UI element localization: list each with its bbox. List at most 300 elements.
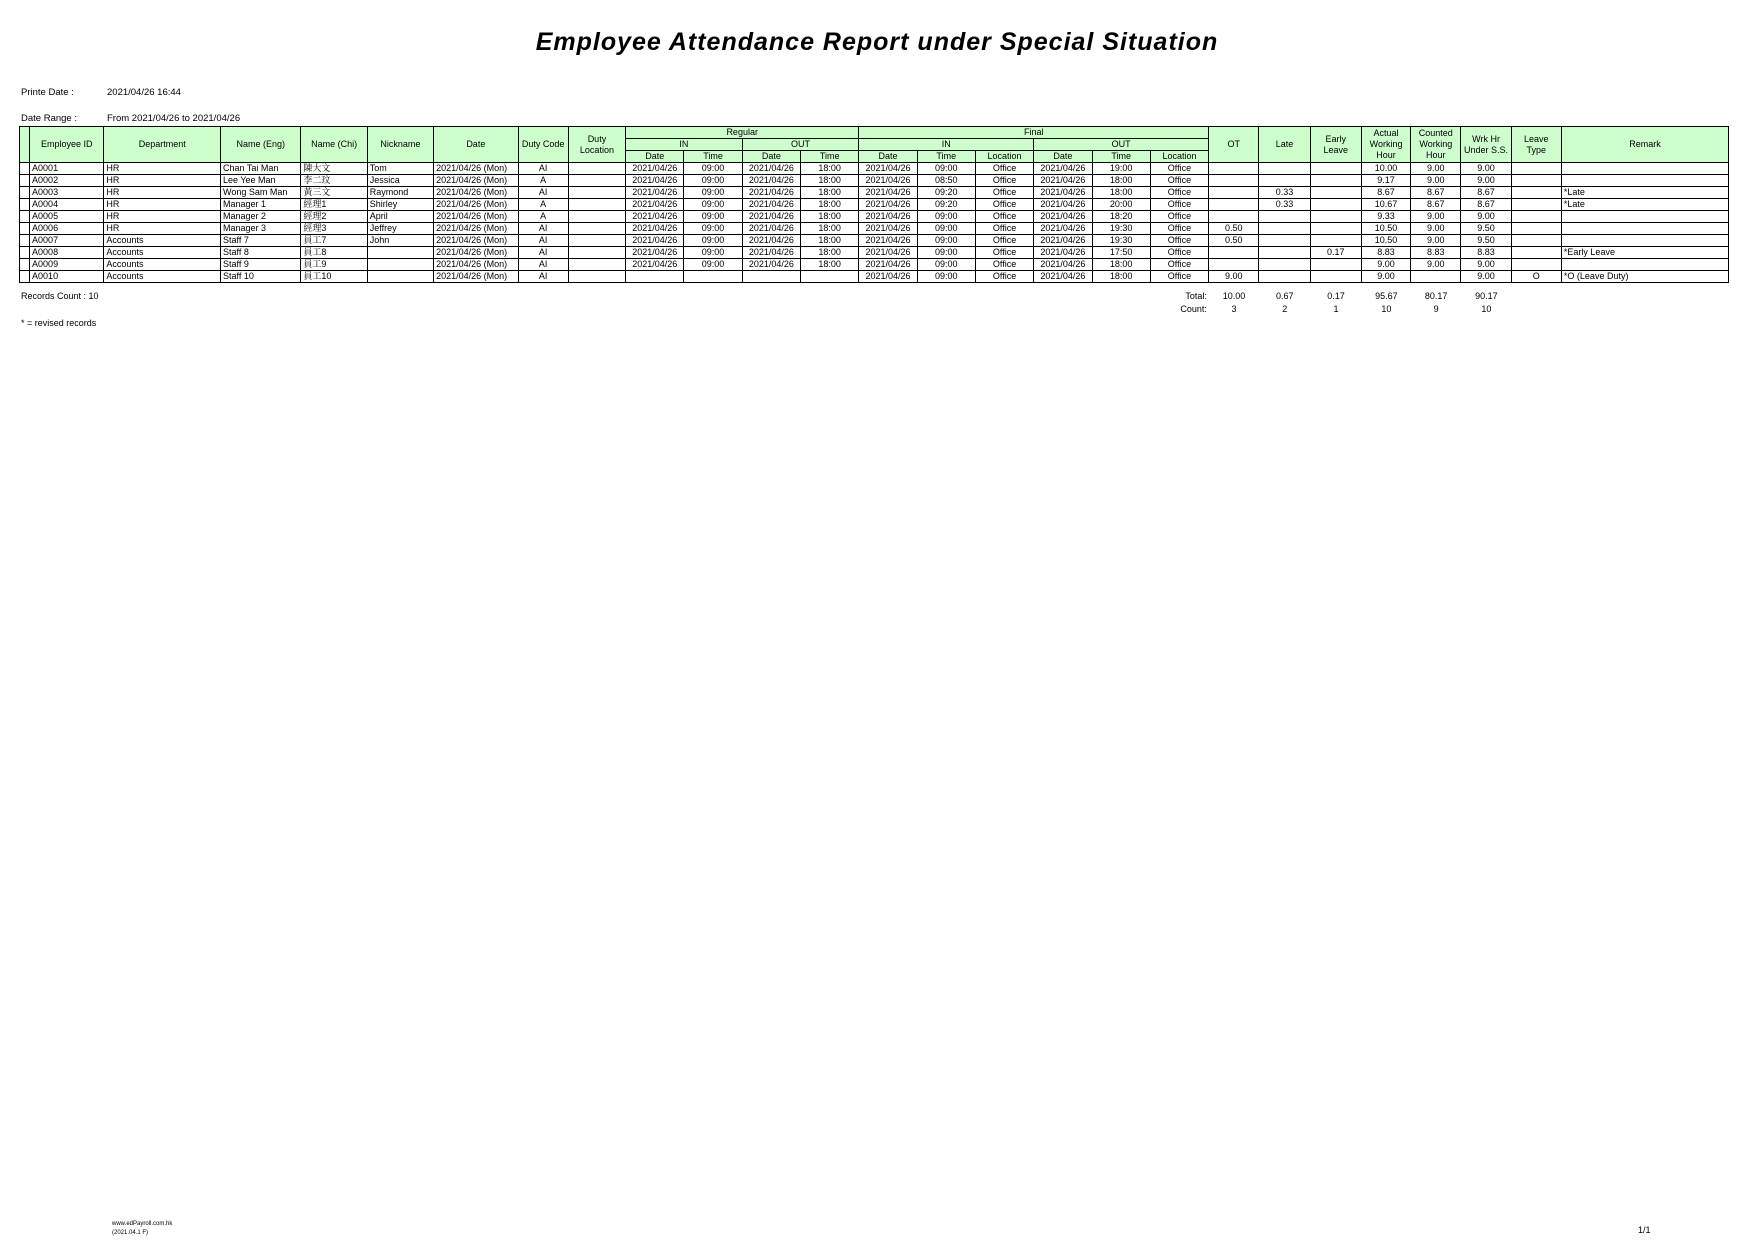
cell-rout-d: 2021/04/26 xyxy=(742,247,800,259)
cell-fin-t: 09:00 xyxy=(917,247,975,259)
cell-remark xyxy=(1561,259,1728,271)
attendance-table xyxy=(19,126,1729,283)
total-wrk-hr: 90.17 xyxy=(1475,291,1498,301)
row-gutter xyxy=(20,259,30,271)
cell-leave xyxy=(1511,235,1561,247)
cell-fin-d: 2021/04/26 xyxy=(859,235,917,247)
cell-remark: *O (Leave Duty) xyxy=(1561,271,1728,283)
cell-ot xyxy=(1209,247,1259,259)
cell-dept: Accounts xyxy=(104,235,221,247)
cell-rout-t: 18:00 xyxy=(800,247,858,259)
cell-dloc xyxy=(568,235,625,247)
cell-counted: 8.83 xyxy=(1411,247,1461,259)
cell-id: A0001 xyxy=(30,163,104,175)
row-gutter xyxy=(20,211,30,223)
cell-rin-t: 09:00 xyxy=(684,211,742,223)
header-duty-location: Duty Location xyxy=(568,127,625,163)
cell-rout-d xyxy=(742,271,800,283)
cell-late xyxy=(1259,247,1310,259)
cell-rin-d: 2021/04/26 xyxy=(626,235,684,247)
header-final-in-location: Location xyxy=(975,151,1033,163)
cell-fout-d: 2021/04/26 xyxy=(1034,259,1092,271)
cell-wrk: 9.00 xyxy=(1461,259,1511,271)
revised-records-note: * = revised records xyxy=(21,318,97,328)
cell-ot: 9.00 xyxy=(1209,271,1259,283)
cell-fout-d: 2021/04/26 xyxy=(1034,235,1092,247)
cell-remark xyxy=(1561,235,1728,247)
table-row xyxy=(20,199,1729,211)
cell-nick xyxy=(367,259,433,271)
header-department: Department xyxy=(104,127,221,163)
cell-counted: 9.00 xyxy=(1411,211,1461,223)
cell-id: A0010 xyxy=(30,271,104,283)
cell-fin-d: 2021/04/26 xyxy=(859,223,917,235)
cell-ot xyxy=(1209,199,1259,211)
cell-rout-t xyxy=(800,271,858,283)
cell-chi: 經理3 xyxy=(301,223,367,235)
count-label: Count: xyxy=(1180,304,1207,314)
header-late: Late xyxy=(1259,127,1310,163)
row-gutter xyxy=(20,235,30,247)
cell-rin-d: 2021/04/26 xyxy=(626,247,684,259)
total-ot: 10.00 xyxy=(1222,291,1246,301)
cell-counted xyxy=(1411,271,1461,283)
cell-actual: 8.67 xyxy=(1361,187,1410,199)
cell-code: A xyxy=(518,199,568,211)
print-date xyxy=(21,87,181,98)
header-final-in: IN xyxy=(859,139,1034,151)
cell-dept: HR xyxy=(104,163,221,175)
cell-leave xyxy=(1511,247,1561,259)
cell-fout-l: Office xyxy=(1150,247,1208,259)
cell-fin-l: Office xyxy=(975,247,1033,259)
cell-code: A xyxy=(518,175,568,187)
cell-fout-d: 2021/04/26 xyxy=(1034,211,1092,223)
cell-rout-t: 18:00 xyxy=(800,199,858,211)
print-date-value: 2021/04/26 16:44 xyxy=(107,87,181,98)
table-row xyxy=(20,271,1729,283)
header-final-out-time: Time xyxy=(1092,151,1150,163)
cell-nick xyxy=(367,271,433,283)
cell-early xyxy=(1310,223,1361,235)
cell-chi: 經理2 xyxy=(301,211,367,223)
cell-nick: Shirley xyxy=(367,199,433,211)
table-row xyxy=(20,223,1729,235)
cell-id: A0008 xyxy=(30,247,104,259)
cell-fout-d: 2021/04/26 xyxy=(1034,175,1092,187)
cell-rin-t: 09:00 xyxy=(684,259,742,271)
cell-id: A0005 xyxy=(30,211,104,223)
header-final-in-time: Time xyxy=(917,151,975,163)
cell-ot: 0.50 xyxy=(1209,235,1259,247)
cell-dloc xyxy=(568,199,625,211)
cell-early xyxy=(1310,187,1361,199)
summary-table xyxy=(19,290,1729,316)
cell-eng: Manager 1 xyxy=(221,199,301,211)
count-late: 2 xyxy=(1282,304,1288,314)
cell-rout-d: 2021/04/26 xyxy=(742,211,800,223)
cell-fin-d: 2021/04/26 xyxy=(859,187,917,199)
cell-rin-d: 2021/04/26 xyxy=(626,187,684,199)
header-final-out-location: Location xyxy=(1150,151,1208,163)
cell-fin-t: 08:50 xyxy=(917,175,975,187)
cell-eng: Staff 10 xyxy=(221,271,301,283)
header-final-out: OUT xyxy=(1034,139,1209,151)
cell-nick: Jessica xyxy=(367,175,433,187)
cell-fin-l: Office xyxy=(975,175,1033,187)
cell-early xyxy=(1310,175,1361,187)
cell-rin-d: 2021/04/26 xyxy=(626,211,684,223)
cell-leave xyxy=(1511,223,1561,235)
cell-dloc xyxy=(568,247,625,259)
cell-fout-l: Office xyxy=(1150,199,1208,211)
header-regular-in-date: Date xyxy=(626,151,684,163)
row-gutter xyxy=(20,271,30,283)
footer-site: www.edPayroll.com.hk xyxy=(112,1221,173,1227)
cell-early xyxy=(1310,199,1361,211)
cell-leave xyxy=(1511,187,1561,199)
cell-dloc xyxy=(568,175,625,187)
cell-nick: Jeffrey xyxy=(367,223,433,235)
cell-fin-t: 09:20 xyxy=(917,187,975,199)
cell-fin-l: Office xyxy=(975,163,1033,175)
cell-rout-t: 18:00 xyxy=(800,223,858,235)
cell-eng: Manager 3 xyxy=(221,223,301,235)
cell-late: 0.33 xyxy=(1259,199,1310,211)
total-actual: 95.67 xyxy=(1375,291,1398,301)
cell-rin-t: 09:00 xyxy=(684,247,742,259)
cell-leave: O xyxy=(1511,271,1561,283)
cell-date: 2021/04/26 (Mon) xyxy=(434,199,518,211)
cell-ot xyxy=(1209,163,1259,175)
cell-chi: 員工7 xyxy=(301,235,367,247)
cell-fin-l: Office xyxy=(975,223,1033,235)
header-leave-type: Leave Type xyxy=(1511,127,1561,163)
cell-ot xyxy=(1209,211,1259,223)
cell-eng: Staff 7 xyxy=(221,235,301,247)
cell-rin-t: 09:00 xyxy=(684,235,742,247)
cell-chi: 陳大文 xyxy=(301,163,367,175)
cell-late xyxy=(1259,211,1310,223)
cell-leave xyxy=(1511,199,1561,211)
cell-rout-d: 2021/04/26 xyxy=(742,235,800,247)
cell-remark: *Late xyxy=(1561,187,1728,199)
cell-id: A0009 xyxy=(30,259,104,271)
cell-rout-d: 2021/04/26 xyxy=(742,259,800,271)
cell-rout-t: 18:00 xyxy=(800,211,858,223)
header-counted-working-hour: Counted Working Hour xyxy=(1411,127,1461,163)
cell-nick: John xyxy=(367,235,433,247)
cell-rout-d: 2021/04/26 xyxy=(742,175,800,187)
cell-early xyxy=(1310,211,1361,223)
cell-id: A0006 xyxy=(30,223,104,235)
cell-dept: HR xyxy=(104,223,221,235)
cell-rin-d: 2021/04/26 xyxy=(626,163,684,175)
cell-rout-t: 18:00 xyxy=(800,259,858,271)
cell-fin-d: 2021/04/26 xyxy=(859,175,917,187)
cell-code: AI xyxy=(518,271,568,283)
cell-ot xyxy=(1209,259,1259,271)
cell-id: A0007 xyxy=(30,235,104,247)
row-gutter xyxy=(20,223,30,235)
records-count: Records Count : 10 xyxy=(21,291,99,301)
cell-remark: *Late xyxy=(1561,199,1728,211)
row-gutter xyxy=(20,175,30,187)
table-row xyxy=(20,247,1729,259)
total-late: 0.67 xyxy=(1276,291,1294,301)
date-range xyxy=(21,113,240,124)
cell-code: AI xyxy=(518,247,568,259)
cell-rin-d: 2021/04/26 xyxy=(626,175,684,187)
cell-rout-d: 2021/04/26 xyxy=(742,163,800,175)
cell-fout-l: Office xyxy=(1150,163,1208,175)
table-row xyxy=(20,187,1729,199)
header-ot: OT xyxy=(1209,127,1259,163)
cell-rout-d: 2021/04/26 xyxy=(742,223,800,235)
header-final: Final xyxy=(859,127,1209,139)
count-early-leave: 1 xyxy=(1333,304,1339,314)
row-gutter xyxy=(20,199,30,211)
cell-rout-t: 18:00 xyxy=(800,187,858,199)
cell-fin-t: 09:00 xyxy=(917,163,975,175)
cell-chi: 黃三文 xyxy=(301,187,367,199)
header-actual-working-hour: Actual Working Hour xyxy=(1361,127,1410,163)
cell-fout-l: Office xyxy=(1150,211,1208,223)
cell-chi: 經理1 xyxy=(301,199,367,211)
cell-counted: 9.00 xyxy=(1411,223,1461,235)
cell-ot xyxy=(1209,175,1259,187)
cell-fout-l: Office xyxy=(1150,223,1208,235)
cell-early xyxy=(1310,235,1361,247)
cell-fin-d: 2021/04/26 xyxy=(859,259,917,271)
cell-id: A0004 xyxy=(30,199,104,211)
cell-late: 0.33 xyxy=(1259,187,1310,199)
cell-rin-t: 09:00 xyxy=(684,223,742,235)
cell-fout-l: Office xyxy=(1150,235,1208,247)
count-wrk-hr: 10 xyxy=(1481,304,1492,314)
cell-rin-t: 09:00 xyxy=(684,175,742,187)
cell-dloc xyxy=(568,163,625,175)
cell-rin-d xyxy=(626,271,684,283)
cell-date: 2021/04/26 (Mon) xyxy=(434,271,518,283)
cell-fout-d: 2021/04/26 xyxy=(1034,223,1092,235)
cell-fout-t: 17:50 xyxy=(1092,247,1150,259)
cell-fout-d: 2021/04/26 xyxy=(1034,187,1092,199)
cell-wrk: 9.00 xyxy=(1461,211,1511,223)
cell-fin-l: Office xyxy=(975,187,1033,199)
cell-fout-t: 19:00 xyxy=(1092,163,1150,175)
cell-fout-t: 18:00 xyxy=(1092,175,1150,187)
cell-actual: 10.00 xyxy=(1361,163,1410,175)
cell-rout-t: 18:00 xyxy=(800,235,858,247)
cell-fout-d: 2021/04/26 xyxy=(1034,163,1092,175)
cell-fout-d: 2021/04/26 xyxy=(1034,199,1092,211)
header-duty-code: Duty Code xyxy=(518,127,568,163)
cell-nick: Raymond xyxy=(367,187,433,199)
header-early-leave: Early Leave xyxy=(1310,127,1361,163)
cell-early: 0.17 xyxy=(1310,247,1361,259)
cell-fin-t: 09:00 xyxy=(917,259,975,271)
cell-code: AI xyxy=(518,187,568,199)
cell-wrk: 8.67 xyxy=(1461,199,1511,211)
header-wrk-hr-under-ss: Wrk Hr Under S.S. xyxy=(1461,127,1511,163)
cell-wrk: 9.00 xyxy=(1461,271,1511,283)
cell-fin-t: 09:00 xyxy=(917,235,975,247)
cell-actual: 8.83 xyxy=(1361,247,1410,259)
cell-dept: HR xyxy=(104,187,221,199)
cell-fin-d: 2021/04/26 xyxy=(859,211,917,223)
cell-date: 2021/04/26 (Mon) xyxy=(434,223,518,235)
cell-wrk: 8.83 xyxy=(1461,247,1511,259)
cell-fin-l: Office xyxy=(975,259,1033,271)
cell-remark xyxy=(1561,211,1728,223)
cell-rin-t xyxy=(684,271,742,283)
table-row xyxy=(20,175,1729,187)
footer-version: (2021.04.1 F) xyxy=(112,1230,149,1236)
cell-rout-d: 2021/04/26 xyxy=(742,187,800,199)
cell-leave xyxy=(1511,259,1561,271)
cell-chi: 員工8 xyxy=(301,247,367,259)
cell-rout-t: 18:00 xyxy=(800,163,858,175)
cell-fin-t: 09:00 xyxy=(917,223,975,235)
cell-eng: Manager 2 xyxy=(221,211,301,223)
cell-remark xyxy=(1561,163,1728,175)
cell-id: A0002 xyxy=(30,175,104,187)
date-range-label: Date Range : xyxy=(21,113,77,124)
cell-wrk: 9.00 xyxy=(1461,175,1511,187)
total-label: Total: xyxy=(1185,291,1207,301)
cell-rout-d: 2021/04/26 xyxy=(742,199,800,211)
cell-late xyxy=(1259,235,1310,247)
cell-rin-d: 2021/04/26 xyxy=(626,199,684,211)
cell-early xyxy=(1310,259,1361,271)
cell-date: 2021/04/26 (Mon) xyxy=(434,259,518,271)
cell-fout-t: 19:30 xyxy=(1092,235,1150,247)
cell-dloc xyxy=(568,259,625,271)
cell-code: AI xyxy=(518,259,568,271)
cell-rin-d: 2021/04/26 xyxy=(626,259,684,271)
cell-chi: 李二玟 xyxy=(301,175,367,187)
table-row xyxy=(20,163,1729,175)
cell-dept: Accounts xyxy=(104,271,221,283)
cell-wrk: 9.50 xyxy=(1461,223,1511,235)
cell-rin-t: 09:00 xyxy=(684,199,742,211)
cell-date: 2021/04/26 (Mon) xyxy=(434,247,518,259)
cell-wrk: 8.67 xyxy=(1461,187,1511,199)
cell-actual: 10.50 xyxy=(1361,235,1410,247)
cell-fout-t: 18:00 xyxy=(1092,187,1150,199)
count-ot: 3 xyxy=(1231,304,1237,314)
count-actual: 10 xyxy=(1381,304,1392,314)
cell-actual: 9.00 xyxy=(1361,259,1410,271)
cell-dept: Accounts xyxy=(104,259,221,271)
cell-leave xyxy=(1511,163,1561,175)
cell-dept: HR xyxy=(104,175,221,187)
header-regular-in-time: Time xyxy=(684,151,742,163)
print-date-label: Printe Date : xyxy=(21,87,74,98)
row-gutter xyxy=(20,187,30,199)
cell-id: A0003 xyxy=(30,187,104,199)
cell-dloc xyxy=(568,271,625,283)
cell-fout-l: Office xyxy=(1150,271,1208,283)
header-employee-id: Employee ID xyxy=(30,127,104,163)
cell-wrk: 9.00 xyxy=(1461,163,1511,175)
cell-fin-l: Office xyxy=(975,199,1033,211)
cell-fout-t: 20:00 xyxy=(1092,199,1150,211)
cell-eng: Chan Tai Man xyxy=(221,163,301,175)
cell-dloc xyxy=(568,187,625,199)
cell-ot: 0.50 xyxy=(1209,223,1259,235)
cell-early xyxy=(1310,271,1361,283)
page-number: 1/1 xyxy=(1638,1225,1651,1235)
cell-fin-l: Office xyxy=(975,271,1033,283)
cell-fin-t: 09:00 xyxy=(917,271,975,283)
cell-ot xyxy=(1209,187,1259,199)
cell-dloc xyxy=(568,211,625,223)
cell-dloc xyxy=(568,223,625,235)
cell-nick xyxy=(367,247,433,259)
row-gutter xyxy=(20,163,30,175)
cell-dept: Accounts xyxy=(104,247,221,259)
cell-early xyxy=(1310,163,1361,175)
cell-code: AI xyxy=(518,235,568,247)
header-name-eng: Name (Eng) xyxy=(221,127,301,163)
cell-fout-t: 18:00 xyxy=(1092,271,1150,283)
cell-eng: Lee Yee Man xyxy=(221,175,301,187)
cell-fin-l: Office xyxy=(975,211,1033,223)
cell-remark xyxy=(1561,175,1728,187)
cell-remark xyxy=(1561,223,1728,235)
cell-counted: 9.00 xyxy=(1411,175,1461,187)
cell-dept: HR xyxy=(104,199,221,211)
header-date: Date xyxy=(434,127,518,163)
cell-date: 2021/04/26 (Mon) xyxy=(434,163,518,175)
header-regular-out: OUT xyxy=(742,139,859,151)
cell-rin-t: 09:00 xyxy=(684,163,742,175)
date-range-value: From 2021/04/26 to 2021/04/26 xyxy=(107,113,241,124)
cell-fout-l: Office xyxy=(1150,175,1208,187)
report-title: Employee Attendance Report under Special Situation xyxy=(535,28,1219,56)
header-nickname: Nickname xyxy=(367,127,433,163)
cell-date: 2021/04/26 (Mon) xyxy=(434,175,518,187)
table-row xyxy=(20,235,1729,247)
header-regular-in: IN xyxy=(626,139,743,151)
cell-fout-d: 2021/04/26 xyxy=(1034,271,1092,283)
cell-late xyxy=(1259,271,1310,283)
cell-actual: 10.50 xyxy=(1361,223,1410,235)
cell-dept: HR xyxy=(104,211,221,223)
cell-leave xyxy=(1511,175,1561,187)
cell-rin-t: 09:00 xyxy=(684,187,742,199)
cell-counted: 9.00 xyxy=(1411,163,1461,175)
cell-late xyxy=(1259,175,1310,187)
cell-counted: 9.00 xyxy=(1411,235,1461,247)
cell-chi: 員工9 xyxy=(301,259,367,271)
cell-remark: *Early Leave xyxy=(1561,247,1728,259)
header-final-in-date: Date xyxy=(859,151,917,163)
cell-eng: Staff 9 xyxy=(221,259,301,271)
cell-date: 2021/04/26 (Mon) xyxy=(434,235,518,247)
cell-eng: Wong Sam Man xyxy=(221,187,301,199)
cell-wrk: 9.50 xyxy=(1461,235,1511,247)
cell-fout-t: 18:20 xyxy=(1092,211,1150,223)
cell-fin-d: 2021/04/26 xyxy=(859,247,917,259)
header-regular-out-date: Date xyxy=(742,151,800,163)
gutter-header xyxy=(20,127,30,163)
cell-fout-l: Office xyxy=(1150,187,1208,199)
header-final-out-date: Date xyxy=(1034,151,1092,163)
cell-eng: Staff 8 xyxy=(221,247,301,259)
